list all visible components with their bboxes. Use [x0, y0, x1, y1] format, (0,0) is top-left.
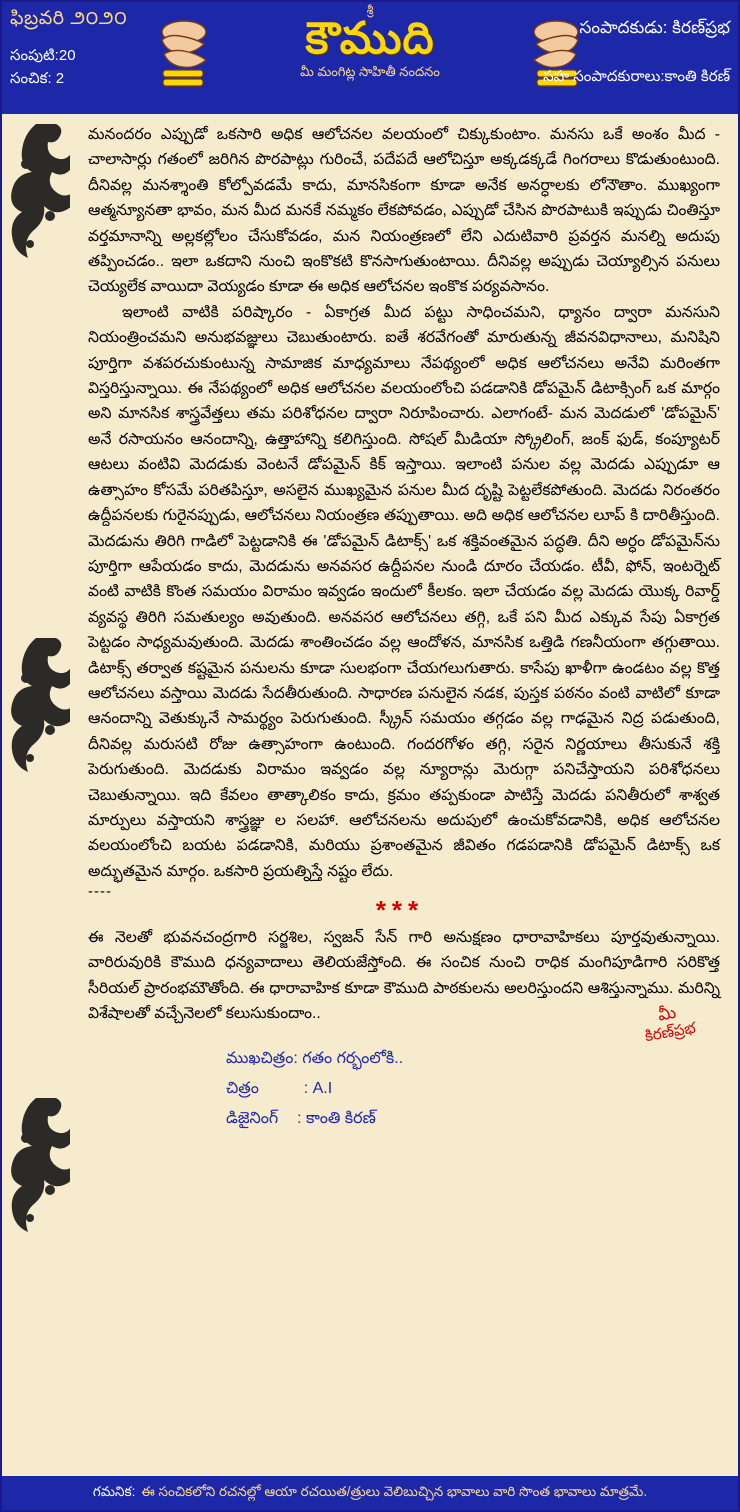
article-paragraph-1: మనందరం ఎప్పుడో ఒకసారి అధిక ఆలోచనల వలయంలో చిక్కుకుంటాం. మనసు ఒకే అంశం మీద - చాలాసార్లు గతంలో జరిగిన పొరపాట్లు గురించే, పదేపదే ఆలోచిస్తూ అక్కడక్కడే గింగరాలు కొడుతుంటుంది. దీనివల్ల మనశ్శాంతి కోల్పోవడమే కాదు, మానసికంగా కూడా అనేక అనర్ధాలకు లోనౌతాం. ముఖ్యంగా ఆత్మన్యూనతా భావం, మన మీద మనకే నమ్మకం లేకపోవడం, ఎప్పుడో చేసిన పొరపాటుకి ఇప్పుడు చింతిస్తూ వర్తమానాన్ని అల్లకల్లోలం చేసుకోవడం, మన నియంత్రణలో లేని ఎదుటివారి ప్రవర్తన మనల్ని అదుపు తప్పించడం.. ఇలా ఒకదాని నుంచి ఇంకొకటి కొనసాగుతుంటాయి. దీనివల్ల అప్పుడు చెయ్యాల్సిన పనులు చెయ్యలేక వాయిదా వెయ్యడం కూడా ఈ అధిక ఆలోచనల ఇంకొక పర్యవసానం. [88, 126, 720, 296]
art-credit-value: : A.I [303, 1079, 333, 1097]
closing-paragraph: ఈ నెలతో భువనచంద్రగారి సర్జశిల, స్వజన్ సేన్ గారి అనుక్షణం ధారావాహికలు పూర్తవుతున్నాయి. వారిరువురికి కౌముది ధన్యవాదాలు తెలియజేస్తోంది. ఈ సంచిక నుంచి రాధిక మంగిపూడిగారి సరికొత్త సీరియల్ ప్రారంభమౌతోంది. ఈ ధారావాహిక కూడా కౌముది పాఠకులను అలరిస్తుందని ఆశిస్తున్నాము. మరిన్ని విశేషాలతో వచ్చేనెలలో కలుసుకుందాం.. [88, 928, 720, 1022]
footer-note [2, 1476, 738, 1510]
star-divider: *** [375, 894, 425, 925]
article-paragraph-2: ఇలాంటి వాటికి పరిష్కారం - ఏకాగ్రత మీద పట్టు సాధించమని, ధ్యానం ద్వారా మనసుని నియంత్రించమని అనుభవజ్ఞులు చెబుతుంటారు. ఐతే శరవేగంతో మారుతున్న జీవనవిధానాలు, మనిషిని పూర్తిగా వశపరచుకుంటున్న సామాజిక మాధ్యమాలు నేపథ్యంలో అధిక ఆలోచనలు అనేవి మరింతగా విస్తరిస్తున్నాయి. ఈ నేపథ్యంలో అధిక ఆలోచనల వలయంలోంచి పడడానికి డోపమైన్ డిటాక్సింగ్ ఒక మార్గం అని మానసిక శాస్త్రవేత్తలు తమ పరిశోధనల ద్వారా నిరూపించారు. ఎలాగంటే- మన మెదడులో 'డోపమైన్' అనే రసాయనం ఆనందాన్ని, ఉత్తాహాన్ని కలిగిస్తుంది. సోషల్ మీడియా స్క్రోలింగ్, జంక్ ఫుడ్, కంప్యూటర్ ఆటలు వంటివి మెదడుకు వెంటనే డోపమైన్ కిక్ ఇస్తాయి. ఇలాంటి పనుల వల్ల మెదడు ఎప్పుడూ ఆ ఉత్సాహం కోసమే పరితపిస్తూ, అసలైన ముఖ్యమైన పనుల మీద దృష్టి పెట్టలేకపోతుంది. మెదడు నిరంతరం ఉద్దీపనలకు గురైనప్పుడు, ఆలోచనలు నియంత్రణ తప్పుతాయి. అది అధిక ఆలోచనల లూప్ కి దారితీస్తుంది. మెదడును తిరిగి గాడిలో పెట్టడానికి ఈ 'డోపమైన్ డిటాక్స్' ఒక శక్తివంతమైన పద్ధతి. దీని అర్ధం డోపమైన్‌ను పూర్తిగా ఆపేయడం కాదు, మెదడును అనవసర ఉద్దీపనల నుండి దూరం చేయడం. టీవీ, ఫోన్, ఇంటర్నెట్ వంటి వాటికి కొంత సమయం విరామం ఇవ్వడం ఇందులో కీలకం. ఇలా చేయడం వల్ల మెదడు యొక్క రివార్డ్ వ్యవస్థ తిరిగి సమతుల్యం అవుతుంది. అనవసర ఆలోచనలు తగ్గి, ఒకే పని మీద ఎక్కువ సేపు ఏకాగ్రత పెట్టడం సాధ్యమవుతుంది. మెదడు శాంతించడం వల్ల ఆందోళన, మానసిక ఒత్తిడి గణనీయంగా తగ్గుతాయి. డిటాక్స్ తర్వాత కష్టమైన పనులను కూడా సులభంగా చేయగలుగుతారు. కాసేపు ఖాళీగా ఉండటం వల్ల కొత్త ఆలోచనలు వస్తాయి మెదడు సేదతీరుతుంది. సాధారణ పనులైన నడక, పుస్తక పఠనం వంటి వాటిలో కూడా ఆనందాన్ని వెతుక్కునే సామర్థ్యం పెరుగుతుంది. స్క్రీన్ సమయం తగ్గడం వల్ల గాఢమైన నిద్ర పడుతుంది, దీనివల్ల మరుసటి రోజు ఉత్సాహంగా ఉంటుంది. గందరగోళం తగ్గి, సరైన నిర్ణయాలు తీసుకునే శక్తి పెరుగుతుంది. మెదడుకు విరామం ఇవ్వడం వల్ల న్యూరాన్లు మెరుగ్గా పనిచేస్తాయని పరిశోధనలు చెబుతున్నాయి. ఇది కేవలం తాత్కాలికం కాదు, క్రమం తప్పకుండా పాటిస్తే మెదడు పనితీరులో శాశ్వత మార్పులు వస్తాయని శాస్త్రజ్ఞు ల సలహా. ఆలోచనలను అదుపులో ఉంచుకోవడానికి, అధిక ఆలోచనల వలయంలోంచి బయట పడడానికి, మరియు ప్రశాంతమైన జీవితం గడపడానికి డోపమైన్ డిటాక్స్ ఒక అద్భుతమైన మార్గం. ఒకసారి ప్రయత్నిస్తే నష్టం లేదు. [88, 303, 720, 880]
magazine-title: కౌముది [305, 14, 435, 63]
signature-line-2: కిరణ్‌ప్రభ [643, 1019, 697, 1046]
editor-signature [640, 1000, 697, 1045]
art-credit-label: చిత్రం [226, 1079, 259, 1097]
article-text [88, 122, 720, 884]
floral-ornament-icon [6, 1094, 70, 1249]
sri-text: శ్రీ [366, 3, 374, 17]
credits-block [226, 1003, 724, 1133]
footer-text: ఈ సంచికలోని రచనల్లో ఆయా రచయిత/త్రులు వెలిబుచ్చిన భావాలు వారి సొంత భావాలు మాత్రమే. [141, 1483, 648, 1499]
co-editor-credit: సహ సంపాదకురాలు:కాంతి కిరణ్ [543, 68, 730, 85]
design-credit-label: డిజైనింగ్ [226, 1109, 279, 1127]
masthead-right [430, 18, 730, 89]
decorative-hand-left-icon [154, 18, 212, 92]
signature-line-1: మీ [656, 1003, 678, 1025]
floral-ornament-icon [6, 634, 70, 789]
design-credit-value: : కాంతి కిరణ్ [297, 1109, 376, 1127]
floral-ornament-icon [6, 120, 70, 275]
footer-label: గమనిక: [92, 1483, 136, 1499]
magazine-tagline: మీ మంగిట్ల సాహితీ నందనం [300, 64, 440, 80]
editor-credit: సంపాదకుడు: కిరణ్‌ప్రభ [579, 18, 730, 37]
article-body [2, 114, 738, 1476]
masthead [2, 2, 738, 114]
art-credit [226, 1074, 724, 1104]
issue-number: సంచిక: 2 [10, 70, 65, 88]
issue-date: ఫిబ్రవరి ౨౦౨౦ [10, 8, 128, 29]
volume-number: సంపుటి:20 [10, 47, 76, 64]
editor-note [88, 925, 720, 1027]
design-credit [226, 1104, 724, 1134]
cover-credit: ముఖచిత్రం: గతం గర్భంలోకి.. [226, 1050, 404, 1068]
section-divider: ---- [88, 883, 112, 901]
